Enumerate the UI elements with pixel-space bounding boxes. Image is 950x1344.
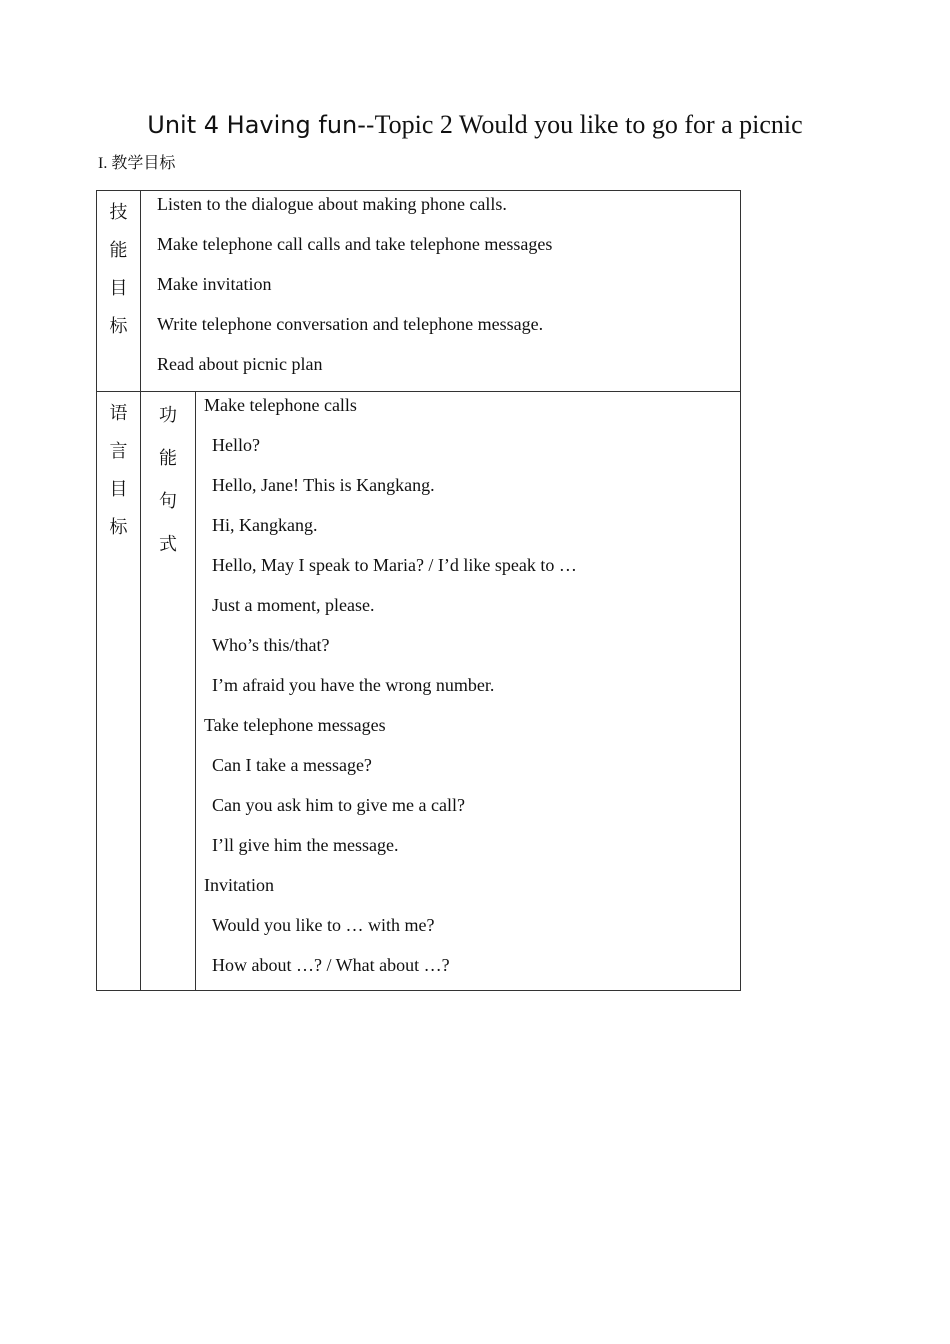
function-label-char: 能: [159, 448, 177, 468]
language-sentence: I’ll give him the message.: [212, 835, 399, 855]
language-sentence: Hello, May I speak to Maria? / I’d like speak to …: [212, 555, 577, 575]
skill-goal-item: Read about picnic plan: [157, 354, 323, 374]
language-sentence: Hello?: [212, 435, 260, 455]
language-label-char: 言: [109, 441, 128, 461]
language-category: Make telephone calls: [204, 395, 357, 415]
language-category: Invitation: [204, 875, 274, 895]
document-title: [0, 108, 950, 142]
skill-goals-list: [157, 191, 552, 391]
skill-goal-item: Make telephone call calls and take telephone messages: [157, 234, 553, 254]
title-topic: Topic 2 Would you like to go for a picnic: [374, 110, 803, 139]
function-column-divider: [195, 391, 196, 990]
function-sentences-label: [141, 394, 195, 566]
skill-label-char: 技: [109, 202, 128, 222]
function-label-char: 式: [159, 534, 177, 554]
skill-label-char: 标: [109, 316, 128, 336]
language-sentence: Can I take a message?: [212, 755, 372, 775]
language-sentence: Just a moment, please.: [212, 595, 375, 615]
language-sentence: Would you like to … with me?: [212, 915, 435, 935]
language-sentence: I’m afraid you have the wrong number.: [212, 675, 495, 695]
goals-table: [96, 190, 741, 991]
language-category: Take telephone messages: [204, 715, 386, 735]
language-sentence: Can you ask him to give me a call?: [212, 795, 465, 815]
skill-goals-label: [97, 193, 140, 345]
language-sentence: Hi, Kangkang.: [212, 515, 318, 535]
language-sentence: Hello, Jane! This is Kangkang.: [212, 475, 435, 495]
language-goals-label: [97, 394, 140, 546]
language-sentence: Who’s this/that?: [212, 635, 330, 655]
skill-goal-item: Listen to the dialogue about making phone calls.: [157, 194, 507, 214]
skill-goal-item: Write telephone conversation and telephone message.: [157, 314, 544, 334]
language-goals-list: [204, 392, 577, 992]
section-heading: I. 教学目标: [98, 155, 176, 172]
language-sentence: How about …? / What about …?: [212, 955, 450, 975]
language-label-char: 目: [109, 479, 128, 499]
function-label-char: 功: [159, 405, 177, 425]
language-label-char: 语: [109, 403, 128, 423]
title-unit: Unit 4 Having fun--: [147, 111, 375, 139]
skill-goal-item: Make invitation: [157, 274, 272, 294]
skill-label-char: 目: [109, 278, 128, 298]
function-label-char: 句: [159, 491, 177, 511]
skill-label-char: 能: [109, 240, 128, 260]
language-label-char: 标: [109, 517, 128, 537]
label-column-divider: [140, 191, 141, 990]
